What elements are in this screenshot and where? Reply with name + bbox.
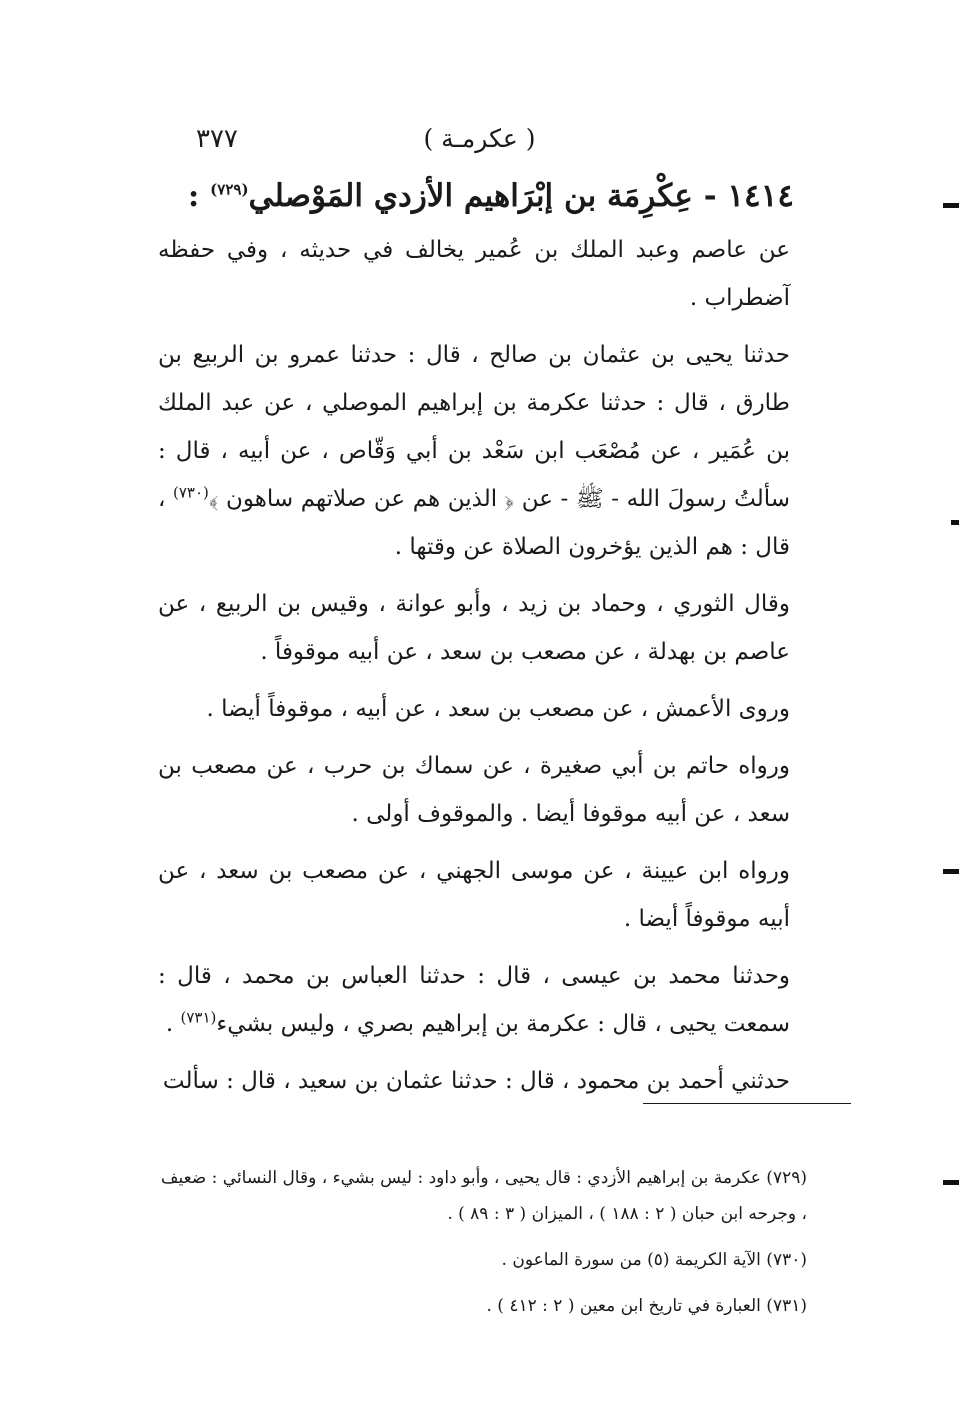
footnote: (٧٣٠) الآية الكريمة (٥) من سورة الماعون . — [501, 1250, 807, 1270]
paragraph-text: وروى الأعمش ، عن مصعب بن سعد ، عن أبيه ، موقوفاً أيضا . — [206, 696, 790, 722]
paragraph-text: ورواه ابن عيينة ، عن موسى الجهني ، عن مصعب بن سعد ، عن أبيه موقوفاً أيضا . — [158, 858, 790, 932]
paragraph-text: وحدثنا محمد بن عيسى ، قال : حدثنا العباس بن محمد ، قال : سمعت يحيى ، قال : عكرمة بن إبراهيم بصري ، وليس بشيء — [158, 963, 790, 1037]
footnote: (٧٢٩) عكرمة بن إبراهيم الأزدي : قال يحيى ، وأبو داود : ليس بشيء ، وقال النسائي : ضعيف ، وجرحه ابن حبان ( ٢ : ١٨٨ ) ، الميزان ( ٣ : ٨٩ ) . — [160, 1168, 807, 1224]
entry-title-suffix: : — [187, 178, 211, 214]
page-number: ٣٧٧ — [196, 124, 238, 154]
footnote: (٧٣١) العبارة في تاريخ ابن معين ( ٢ : ٤١٢ ) . — [486, 1296, 807, 1316]
entry-title — [158, 168, 852, 224]
paragraph-text: . — [165, 1011, 181, 1037]
paragraph-text: وقال الثوري ، وحماد بن زيد ، وأبو عوانة ، وقيس بن الربيع ، عن عاصم بن بهدلة ، عن مصعب بن سعد ، عن أبيه موقوفاً . — [158, 591, 790, 665]
paragraph — [158, 331, 852, 571]
running-header: ( عكرمـة ) — [423, 124, 536, 153]
footnote-divider — [643, 1103, 851, 1104]
entry-title-text: ١٤١٤ - عِكْرِمَة بن إبْرَاهيم الأزدي المَوْصلي — [248, 178, 794, 214]
footnote-ref: (٧٣١) — [180, 1008, 217, 1027]
footnotes — [158, 1160, 852, 1334]
paragraph-text: ، قال : هم الذين يؤخرون الصلاة عن وقتها . — [158, 486, 790, 560]
paragraph-text: عن عاصم وعبد الملك بن عُمير يخالف في حديثه ، وفي حفظه آضطراب . — [158, 237, 790, 311]
footnote-ref: (٧٣٠) — [173, 483, 209, 502]
scan-edge-mark — [943, 1180, 959, 1185]
paragraph-text: حدثني أحمد بن محمود ، قال : حدثنا عثمان بن سعيد ، قال : سألت — [162, 1068, 790, 1094]
paragraph — [158, 1057, 852, 1105]
paragraph — [158, 685, 852, 733]
paragraph — [158, 226, 852, 322]
paragraph-text: حدثنا يحيى بن عثمان بن صالح ، قال : حدثنا عمرو بن الربيع بن طارق ، قال : حدثنا عكرمة بن إبراهيم الموصلي ، عن عبد الملك بن عُمَير ، عن مُصْعَب ابن سَعْد بن أبي وَقّاص ، عن أبيه ، قال : سألتُ رسولَ الله - ﷺ - عن ﴿ الذين هم عن صلاتهم ساهون ﴾ — [158, 342, 790, 512]
scan-edge-mark — [951, 520, 959, 525]
paragraph — [158, 847, 852, 943]
paragraph — [158, 742, 852, 838]
main-text — [158, 168, 852, 1114]
footnote-ref: (٧٢٩) — [210, 180, 249, 199]
scan-edge-mark — [943, 203, 959, 208]
paragraph — [158, 952, 852, 1048]
paragraph — [158, 580, 852, 676]
scan-edge-mark — [943, 869, 959, 874]
paragraph-text: ورواه حاتم بن أبي صغيرة ، عن سماك بن حرب ، عن مصعب بن سعد ، عن أبيه موقوفا أيضا . والموقوف أولى . — [158, 753, 790, 827]
